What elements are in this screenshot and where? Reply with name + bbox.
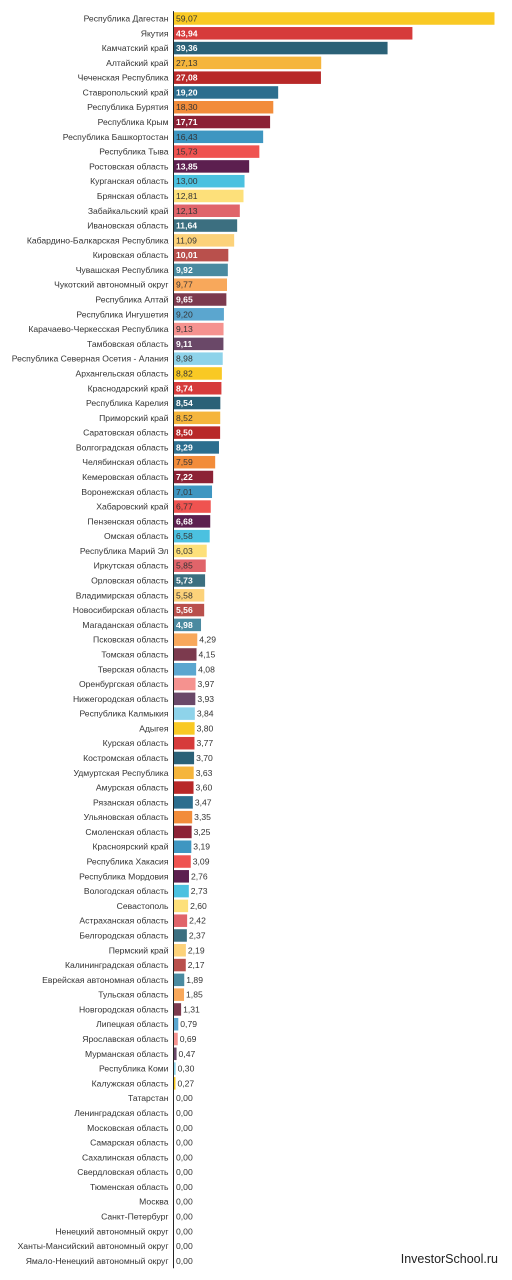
bar (174, 1077, 175, 1090)
bar (174, 914, 187, 927)
category-label: Республика Башкортостан (62, 131, 169, 142)
value-label: 3,80 (196, 723, 214, 734)
category-label: Пермский край (108, 945, 169, 956)
category-label: Калининградская область (65, 960, 169, 971)
value-label: 13,00 (176, 176, 198, 187)
value-label: 6,77 (176, 501, 193, 512)
value-label: 5,58 (176, 590, 193, 601)
category-label: Курганская область (90, 176, 169, 187)
category-label: Чеченская Республика (77, 72, 169, 83)
value-label: 0,00 (176, 1152, 193, 1163)
value-label: 12,81 (176, 190, 198, 201)
value-label: 6,58 (176, 531, 193, 542)
category-label: Волгоградская область (75, 442, 169, 453)
value-label: 6,03 (176, 545, 193, 556)
value-label: 0,00 (176, 1241, 193, 1252)
category-label: Республика Алтай (95, 294, 169, 305)
value-label: 8,29 (176, 442, 193, 453)
bar (174, 722, 195, 735)
category-label: Амурская область (95, 782, 169, 793)
category-label: Саратовская область (83, 427, 169, 438)
value-label: 3,19 (193, 841, 211, 852)
value-label: 4,15 (198, 649, 216, 660)
value-label: 2,60 (190, 900, 207, 911)
bar (174, 752, 194, 765)
bar (174, 840, 191, 853)
category-label: Ярославская область (82, 1034, 169, 1045)
value-label: 10,01 (176, 250, 198, 261)
category-label: Камчатский край (101, 43, 169, 54)
value-label: 5,85 (176, 560, 193, 571)
value-label: 2,37 (188, 930, 206, 941)
category-label: Якутия (140, 28, 169, 39)
value-label: 0,00 (176, 1107, 193, 1118)
value-label: 0,47 (178, 1048, 196, 1059)
bar (174, 796, 193, 809)
category-label: Нижегородская область (72, 693, 169, 704)
category-label: Ленинградская область (74, 1107, 169, 1118)
category-label: Омская область (104, 531, 169, 542)
category-label: Республика Карелия (86, 398, 169, 409)
category-label: Белгородская область (79, 930, 169, 941)
bar (174, 781, 194, 794)
bar (174, 707, 195, 720)
value-label: 9,65 (176, 294, 193, 305)
category-label: Карачаево-Черкесская Республика (28, 324, 169, 335)
category-label: Республика Крым (97, 117, 169, 128)
value-label: 1,85 (186, 989, 203, 1000)
value-label: 2,73 (190, 886, 208, 897)
bar (174, 1003, 181, 1016)
value-label: 43,94 (176, 28, 198, 39)
value-label: 15,73 (176, 146, 198, 157)
category-label: Московская область (87, 1122, 169, 1133)
category-label: Татарстан (127, 1093, 169, 1104)
bar (174, 988, 184, 1001)
value-label: 18,30 (176, 102, 198, 113)
category-label: Еврейская автономная область (42, 974, 169, 985)
value-label: 2,17 (187, 960, 205, 971)
category-label: Республика Мордовия (79, 871, 169, 882)
category-label: Краснодарский край (87, 383, 169, 394)
bar (174, 1048, 177, 1061)
category-label: Томская область (101, 649, 169, 660)
value-label: 9,11 (176, 338, 193, 349)
value-label: 0,00 (176, 1211, 193, 1222)
bars-layer (174, 12, 495, 1089)
category-label: Астраханская область (79, 915, 169, 926)
category-label: Тульская область (98, 989, 169, 1000)
value-label: 4,98 (176, 619, 193, 630)
category-label: Вологодская область (83, 886, 169, 897)
bar (174, 885, 189, 898)
value-label: 3,25 (193, 826, 211, 837)
category-label: Воронежская область (81, 486, 169, 497)
category-label: Новгородская область (78, 1004, 169, 1015)
category-label: Приморский край (99, 412, 169, 423)
category-label: Ульяновская область (83, 812, 169, 823)
category-label: Магаданская область (82, 619, 169, 630)
value-label: 0,69 (179, 1034, 197, 1045)
bar (174, 737, 194, 750)
category-label: Республика Северная Осетия - Алания (11, 353, 169, 364)
value-label: 0,00 (176, 1196, 193, 1207)
bar (174, 693, 195, 706)
value-label: 0,00 (176, 1167, 193, 1178)
value-label: 8,74 (176, 383, 193, 394)
category-label: Чукотский автономный округ (54, 279, 169, 290)
value-label: 8,82 (176, 368, 193, 379)
value-label: 0,00 (176, 1137, 193, 1148)
value-label: 27,08 (176, 72, 198, 83)
value-label: 2,42 (189, 915, 206, 926)
category-label: Мурманская область (84, 1048, 169, 1059)
value-label: 13,85 (176, 161, 198, 172)
value-label: 7,22 (176, 471, 193, 482)
category-label: Орловская область (91, 575, 169, 586)
category-label: Оренбургская область (78, 679, 169, 690)
bar (174, 678, 196, 691)
bar (174, 944, 186, 957)
value-label: 2,76 (190, 871, 208, 882)
bar (174, 42, 388, 55)
category-label: Ростовская область (89, 161, 169, 172)
bar (174, 870, 189, 883)
category-label: Самарская область (90, 1137, 169, 1148)
value-label: 4,08 (198, 664, 215, 675)
category-label: Кировская область (92, 250, 169, 261)
value-label: 19,20 (176, 87, 198, 98)
bar (174, 767, 194, 780)
value-label: 3,84 (196, 708, 214, 719)
value-label: 12,13 (176, 205, 198, 216)
category-label: Калужская область (91, 1078, 169, 1089)
category-label: Кабардино-Балкарская Республика (26, 235, 169, 246)
bar (174, 648, 197, 661)
value-label: 0,79 (180, 1019, 198, 1030)
value-label: 7,59 (176, 457, 193, 468)
category-label: Сахалинская область (81, 1152, 169, 1163)
value-label: 3,97 (197, 679, 215, 690)
value-label: 1,31 (183, 1004, 200, 1015)
category-label: Челябинская область (82, 457, 169, 468)
value-label: 1,89 (186, 974, 203, 985)
category-label: Алтайский край (106, 57, 169, 68)
category-label: Севастополь (116, 900, 169, 911)
bar (174, 1018, 178, 1031)
category-label: Республика Тыва (99, 146, 169, 157)
value-label: 5,56 (176, 605, 193, 616)
value-label: 3,63 (195, 767, 213, 778)
value-label: 5,73 (176, 575, 193, 586)
value-label: 0,27 (177, 1078, 195, 1089)
category-label: Республика Дагестан (83, 13, 169, 24)
value-label: 3,77 (196, 738, 214, 749)
value-label: 8,50 (176, 427, 193, 438)
category-label: Ненецкий автономный округ (55, 1226, 169, 1237)
bar (174, 1062, 176, 1075)
category-label: Республика Ингушетия (76, 309, 169, 320)
value-label: 0,00 (176, 1093, 193, 1104)
category-label: Республика Калмыкия (79, 708, 169, 719)
category-label: Курская область (102, 738, 169, 749)
category-label: Красноярский край (92, 841, 169, 852)
category-label: Санкт-Петербург (101, 1211, 169, 1222)
category-label: Хабаровский край (96, 501, 169, 512)
value-label: 9,20 (176, 309, 193, 320)
bar (174, 974, 184, 987)
category-label: Тюменская область (89, 1181, 169, 1192)
category-label: Москва (139, 1196, 169, 1207)
category-label: Владимирская область (75, 590, 169, 601)
category-label: Адыгея (139, 723, 169, 734)
category-label: Новосибирская область (72, 605, 169, 616)
value-label: 11,09 (176, 235, 197, 246)
category-label: Чувашская Республика (75, 264, 169, 275)
bar (174, 27, 412, 40)
value-label: 39,36 (176, 43, 198, 54)
value-label: 0,00 (176, 1181, 193, 1192)
category-label: Архангельская область (75, 368, 169, 379)
category-label: Брянская область (96, 190, 169, 201)
value-label: 17,71 (176, 117, 198, 128)
value-label: 3,47 (194, 797, 212, 808)
value-label: 0,00 (176, 1226, 193, 1237)
value-label: 0,30 (177, 1063, 195, 1074)
watermark: InvestorSchool.ru (400, 1252, 498, 1266)
bar (174, 900, 188, 913)
value-label: 9,77 (176, 279, 193, 290)
value-label: 0,00 (176, 1122, 193, 1133)
category-label: Пензенская область (87, 516, 169, 527)
category-label: Кемеровская область (82, 471, 169, 482)
bar (174, 811, 192, 824)
category-label: Липецкая область (96, 1019, 169, 1030)
category-label: Тверская область (97, 664, 169, 675)
category-label: Республика Марий Эл (79, 545, 169, 556)
category-label: Костромская область (83, 753, 169, 763)
category-label: Республика Бурятия (87, 102, 169, 113)
value-label: 27,13 (176, 57, 198, 68)
value-label: 6,68 (176, 516, 193, 527)
category-label: Тамбовская область (86, 338, 169, 349)
category-label: Свердловская область (77, 1167, 169, 1178)
bar (174, 1033, 178, 1046)
category-label: Республика Хакасия (86, 856, 169, 867)
value-label: 0,00 (176, 1255, 193, 1266)
bar (174, 959, 186, 972)
value-label: 8,54 (176, 398, 193, 409)
bar (174, 12, 495, 25)
value-label: 59,07 (176, 13, 198, 24)
value-label: 7,01 (176, 486, 193, 497)
value-label: 8,98 (176, 353, 193, 364)
value-label: 4,29 (199, 634, 217, 645)
value-label: 9,13 (176, 324, 193, 335)
bar (174, 663, 196, 676)
bar (174, 855, 191, 868)
bar (174, 826, 192, 839)
category-label: Иркутская область (93, 560, 169, 571)
category-label: Удмуртская Республика (73, 767, 169, 778)
category-label: Ставропольский край (82, 87, 169, 98)
value-label: 3,93 (197, 693, 215, 704)
category-label: Рязанская область (93, 797, 169, 808)
value-label: 2,19 (187, 945, 205, 956)
value-label: 16,43 (176, 131, 198, 142)
category-label: Ямало-Ненецкий автономный округ (25, 1255, 169, 1266)
value-label: 3,09 (192, 856, 210, 867)
bar (174, 633, 197, 646)
category-label: Ханты-Мансийский автономный округ (17, 1241, 169, 1252)
value-label: 11,64 (176, 220, 198, 231)
value-label: 9,92 (176, 264, 193, 275)
value-label: 3,60 (195, 782, 213, 793)
bar (174, 929, 187, 942)
value-label: 8,52 (176, 412, 193, 423)
value-label: 3,70 (196, 753, 213, 763)
category-label: Республика Коми (99, 1063, 169, 1074)
category-label: Псковская область (93, 634, 169, 645)
category-label: Смоленская область (85, 826, 169, 837)
category-label: Ивановская область (87, 220, 169, 231)
category-label: Забайкальский край (87, 205, 169, 216)
value-label: 3,35 (194, 812, 211, 823)
